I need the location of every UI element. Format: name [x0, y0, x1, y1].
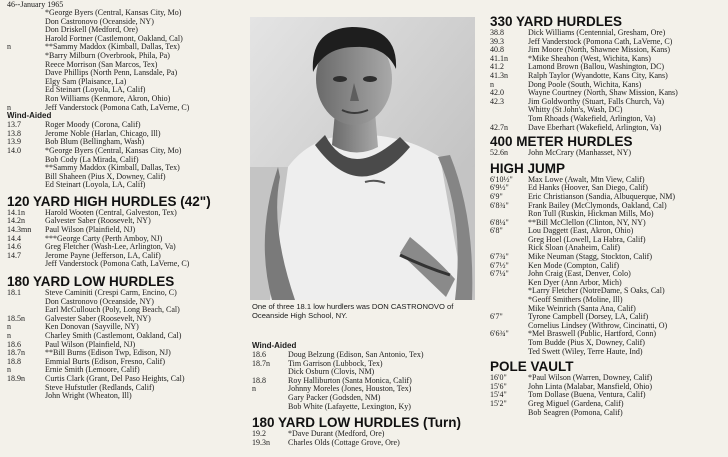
mark-value: 38.8 [490, 28, 504, 37]
mark-value: 6'9" [490, 191, 503, 201]
athlete-entry: Curtis Clark (Grant, Del Paso Heights, Cal) [45, 373, 185, 383]
athlete-entry: *Barry Milburn (Overbrook, Phila, Pa) [45, 50, 170, 60]
mark-value: 39.3 [490, 36, 504, 46]
mark-value: 14.7 [7, 250, 21, 260]
athlete-entry: **Sammy Maddox (Kimball, Dallas, Tex) [45, 163, 180, 173]
athlete-entry: Mike Weinrich (Santa Ana, Calif) [528, 303, 636, 313]
athlete-entry: Lamond Brown (Ballou, Washington, DC) [528, 62, 665, 72]
left-column [7, 0, 247, 401]
athlete-entry: Doug Belzung (Edison, San Antonio, Tex) [288, 350, 424, 359]
list-row [490, 409, 726, 418]
mark-value: 42.0 [490, 88, 504, 98]
high-hurdles-list [7, 209, 247, 269]
mark-value: 18.1 [7, 288, 21, 298]
athlete-entry: Jeff Vanderstock (Pomona Cath, LaVerne, C) [45, 102, 190, 112]
mark-value: n [7, 331, 11, 340]
mark-value: 6'9½" [490, 183, 509, 193]
mark-value: 6'6¾" [490, 329, 509, 339]
athlete-entry: Lou Daggett (East, Akron, Ohio) [528, 226, 634, 236]
athlete-photo [250, 17, 475, 300]
mark-value: 18.5n [7, 313, 25, 323]
athlete-entry: Jeff Vanderstock (Pomona Cath, LaVerne, C) [528, 36, 673, 46]
mark-value: n [7, 42, 11, 52]
high-jump-list [490, 176, 726, 356]
mark-value: 6'8" [490, 226, 503, 236]
athlete-entry: John McCrary (Manhasset, NY) [528, 148, 632, 158]
list-row [490, 124, 726, 133]
athlete-entry: Cornelius Lindsey (Withrow, Cincinatti, O) [528, 320, 668, 330]
athlete-entry: Don Castronovo (Oceanside, NY) [45, 296, 154, 306]
athlete-entry: Tim Garrison (Lubbock, Tex) [288, 358, 383, 368]
mark-value: 18.7n [7, 348, 25, 358]
athlete-entry: Jim Goldworthy (Stuart, Falls Church, Va) [528, 96, 665, 106]
athlete-entry: Dick Osburn (Clovis, NM) [288, 367, 375, 377]
athlete-entry: Galvester Saber (Roosevelt, NY) [45, 216, 151, 226]
mark-value: 15'2" [490, 398, 507, 408]
athlete-entry: Earl McCullouch (Poly, Long Beach, Cal) [45, 305, 180, 315]
athlete-entry: Tom Budde (Pius X, Downey, Calif) [528, 338, 645, 347]
page-header: 46--January 1965 [7, 0, 64, 9]
athlete-entry: Paul Wilson (Plainfield, NJ) [45, 339, 136, 349]
athlete-entry: Greg Fletcher (Wash-Lee, Arlington, Va) [45, 242, 176, 252]
athlete-entry: Jeff Vanderstock (Pomona Cath, LaVerne, C) [45, 259, 190, 269]
photo-caption: One of three 18.1 low hurdlers was DON CASTRONOVO of Oceanside High School, NY. [252, 302, 454, 321]
list-row [7, 181, 247, 190]
mark-value: 13.8 [7, 128, 21, 138]
athlete-entry: Emmial Burts (Edison, Fresno, Calif) [45, 356, 165, 366]
mark-value: 18.8 [252, 375, 266, 385]
wind-aided-list [7, 121, 247, 190]
athlete-entry: Whitty (St John's, Wash, DC) [528, 105, 623, 115]
mark-value: 14.1n [7, 207, 25, 217]
right-column [490, 0, 726, 417]
mark-value: 13.9 [7, 137, 21, 147]
athlete-entry: Mike Neuman (Stagg, Stockton, Calif) [528, 252, 652, 262]
mark-value: 6'8¾" [490, 200, 509, 210]
pole-vault-list [490, 374, 726, 417]
athlete-entry: Frank Bailey (McClymonds, Oakland, Cal) [528, 200, 667, 210]
athlete-entry: Ralph Taylor (Wyandotte, Kans City, Kans) [528, 70, 668, 80]
top-list [7, 9, 247, 112]
mark-value: 6'7¼" [490, 269, 509, 279]
athlete-entry: Dick Williams (Centennial, Gresham, Ore) [528, 28, 666, 37]
mark-value: 6'8¼" [490, 217, 509, 227]
high-jump-heading: HIGH JUMP [490, 160, 566, 176]
athlete-entry: Ed Steinart (Loyola, LA, Calif) [45, 85, 146, 95]
athlete-entry: *Mel Braswell (Public, Hartford, Conn) [528, 329, 656, 339]
athlete-entry: Harold Fortner (Castlemont, Oakland, Cal) [45, 33, 183, 43]
athlete-entry: Charley Smith (Castlemont, Oakland, Cal) [45, 331, 182, 340]
athlete-entry: Steve Hufstutler (Redlands, Calif) [45, 382, 155, 392]
athlete-entry: Bob White (Lafayette, Lexington, Ky) [288, 401, 411, 411]
high-hurdles-heading: 120 YARD HIGH HURDLES (42") [7, 193, 211, 209]
athlete-entry: Ernie Smith (Lemoore, Calif) [45, 365, 140, 375]
athlete-entry: Roy Halliburton (Santa Monica, Calif) [288, 375, 412, 385]
athlete-entry: Don Driskell (Medford, Ore) [45, 25, 138, 35]
athlete-entry: Jerome Noble (Harlan, Chicago, Ill) [45, 128, 161, 138]
athlete-entry: **Bill Burns (Edison Twp, Edison, NJ) [45, 348, 171, 358]
mark-value: n [7, 102, 11, 112]
athlete-entry: Ed Steinart (Loyola, LA, Calif) [45, 180, 146, 190]
mark-value: n [252, 384, 256, 394]
mark-value: 41.2 [490, 62, 504, 72]
mark-value: 40.8 [490, 45, 504, 55]
athlete-entry: Gary Packer (Godsden, NM) [288, 392, 381, 402]
mark-value: 6'10½" [490, 174, 513, 184]
mark-value: 18.6 [252, 350, 266, 359]
athlete-entry: Dave Phillips (North Penn, Lansdale, Pa) [45, 68, 178, 78]
h330-list [490, 29, 726, 132]
mark-value: 14.6 [7, 242, 21, 252]
mark-value: 14.3mn [7, 225, 32, 235]
athlete-entry: Johnny Moreles (Jones, Houston, Tex) [288, 384, 412, 394]
mark-value: 15'4" [490, 390, 507, 400]
mark-value: 52.6n [490, 148, 508, 158]
mark-value: 6'7" [490, 312, 503, 322]
athlete-entry: Harold Wooten (Central, Galveston, Tex) [45, 207, 177, 217]
athlete-entry: *Larry Fletcher (NotreDame, S Oaks, Cal) [528, 286, 665, 296]
athlete-entry: Jerome Payne (Jefferson, LA, Calif) [45, 250, 161, 260]
athlete-entry: Tyrone Campbell (Dorsey, LA, Calif) [528, 312, 649, 322]
mark-value: 14.4 [7, 233, 21, 243]
athlete-entry: Bob Seagren (Pomona, Calif) [528, 407, 623, 417]
mark-value: 19.3n [252, 437, 270, 447]
athlete-entry: Bob Blum (Bellingham, Wash) [45, 137, 145, 147]
athlete-entry: Ken Dyer (Ann Arbor, Mich) [528, 277, 622, 287]
athlete-entry: Reece Morrison (San Marcos, Tex) [45, 59, 158, 69]
list-row [252, 439, 487, 448]
mark-value: 16'0" [490, 373, 507, 383]
turn-hurdles-list [252, 430, 487, 447]
athlete-entry: John Craig (East, Denver, Colo) [528, 269, 631, 279]
athlete-entry: Steve Caminiti (Crespi Carm, Encino, C) [45, 288, 177, 298]
list-row [252, 403, 487, 412]
mark-value: n [7, 365, 11, 375]
athlete-entry: Jim Moore (North, Shawnee Mission, Kans) [528, 45, 670, 55]
athlete-entry: *Paul Wilson (Warren, Downey, Calif) [528, 373, 653, 383]
athlete-entry: John Wright (Wheaton, Ill) [45, 391, 132, 401]
athlete-entry: Charles Olds (Cottage Grove, Ore) [288, 437, 400, 447]
mark-value: 19.2 [252, 429, 266, 439]
athlete-entry: Elgy Sam (Plaisance, La) [45, 76, 127, 86]
athlete-entry: Dong Poole (South, Wichita, Kans) [528, 79, 642, 89]
mark-value: 42.3 [490, 96, 504, 106]
h400-heading: 400 METER HURDLES [490, 134, 633, 150]
athlete-entry: *George Byers (Central, Kansas City, Mo) [45, 145, 182, 155]
mark-value: 18.9n [7, 373, 25, 383]
athlete-entry: Dave Eberhart (Wakefield, Arlington, Va) [528, 122, 662, 132]
athlete-entry: Bob Cody (La Mirada, Calif) [45, 154, 139, 164]
athlete-entry: *George Byers (Central, Kansas City, Mo) [45, 8, 182, 17]
wind-aided-label: Wind-Aided [7, 111, 52, 121]
athlete-entry: *Geoff Smithers (Moline, Ill) [528, 295, 623, 305]
mark-value: 6'7¾" [490, 252, 509, 262]
athlete-entry: Eric Christianson (Sandia, Albuquerque, NM) [528, 191, 676, 201]
mark-value: 18.8 [7, 356, 21, 366]
athlete-entry: Tom Dollase (Buena, Ventura, Calif) [528, 390, 646, 400]
list-row [7, 104, 247, 113]
mark-value: 18.7n [252, 358, 270, 368]
low-hurdles-heading: 180 YARD LOW HURDLES [7, 274, 175, 290]
mark-value: n [490, 79, 494, 89]
athlete-entry: Roger Moody (Corona, Calif) [45, 120, 141, 130]
turn-hurdles-heading: 180 YARD LOW HURDLES (Turn) [252, 415, 462, 431]
list-row [7, 392, 247, 401]
middle-wind-list [252, 351, 487, 411]
list-row [490, 348, 726, 357]
mark-value: 42.7n [490, 122, 508, 132]
mark-value: 6'7½" [490, 260, 509, 270]
athlete-entry: Ed Hanks (Hoover, San Diego, Calif) [528, 183, 648, 193]
list-row [7, 260, 247, 269]
list-row [7, 69, 247, 78]
mark-value: 41.1n [490, 53, 508, 63]
pole-vault-heading: POLE VAULT [490, 359, 574, 375]
athlete-entry: Wayne Courtney (North, Shaw Mission, Kans) [528, 88, 678, 98]
mark-value: 15'6" [490, 381, 507, 391]
athlete-entry: **Bill McClellon (Clinton, NY, NY) [528, 217, 646, 227]
athlete-entry: *Mike Sheahon (West, Wichita, Kans) [528, 53, 651, 63]
athlete-entry: Rick Sloan (Anaheim, Calif) [528, 243, 620, 253]
middle-column [252, 342, 487, 447]
mark-value: 18.6 [7, 339, 21, 349]
athlete-entry: Max Lowe (Awalt, Mtn View, Calif) [528, 174, 645, 184]
low-hurdles-list [7, 289, 247, 401]
athlete-entry: Ron Williams (Kenmore, Akron, Ohio) [45, 93, 171, 103]
mark-value: 14.2n [7, 216, 25, 226]
athlete-entry: Ken Donovan (Sayville, NY) [45, 322, 139, 332]
athlete-entry: *Dave Durant (Medford, Ore) [288, 429, 385, 439]
athlete-entry: Greg Hoel (Lowell, La Habra, Calif) [528, 234, 646, 244]
athlete-photo-image [250, 17, 475, 300]
wind-aided-label-middle: Wind-Aided [252, 341, 297, 350]
mark-value: 41.3n [490, 70, 508, 80]
mark-value: 14.0 [7, 145, 21, 155]
athlete-entry: Ken Mode (Compton, Calif) [528, 260, 620, 270]
h400-list [490, 149, 726, 158]
athlete-entry: ***George Carty (Perth Amboy, NJ) [45, 233, 163, 243]
mark-value: 13.7 [7, 120, 21, 130]
athlete-entry: Bill Shaheen (Pius X, Downey, Calif) [45, 171, 166, 181]
athlete-entry: Don Castronovo (Oceanside, NY) [45, 16, 154, 26]
athlete-entry: Galvester Saber (Roosevelt, NY) [45, 313, 151, 323]
athlete-entry: **Sammy Maddox (Kimball, Dallas, Tex) [45, 42, 180, 52]
mark-value: n [7, 322, 11, 332]
athlete-entry: Ron Tull (Ruskin, Hickman Mills, Mo) [528, 209, 654, 219]
athlete-entry: Tom Rhoads (Wakefield, Arlington, Va) [528, 113, 656, 123]
athlete-entry: Greg Miguel (Gardena, Calif) [528, 398, 624, 408]
athlete-entry: Ted Swett (Wiley, Terre Haute, Ind) [528, 346, 643, 356]
list-row [490, 149, 726, 158]
h330-heading: 330 YARD HURDLES [490, 14, 623, 29]
athlete-entry: John Linta (Malabar, Mansfield, Ohio) [528, 381, 653, 391]
athlete-entry: Paul Wilson (Plainfield, NJ) [45, 225, 136, 235]
